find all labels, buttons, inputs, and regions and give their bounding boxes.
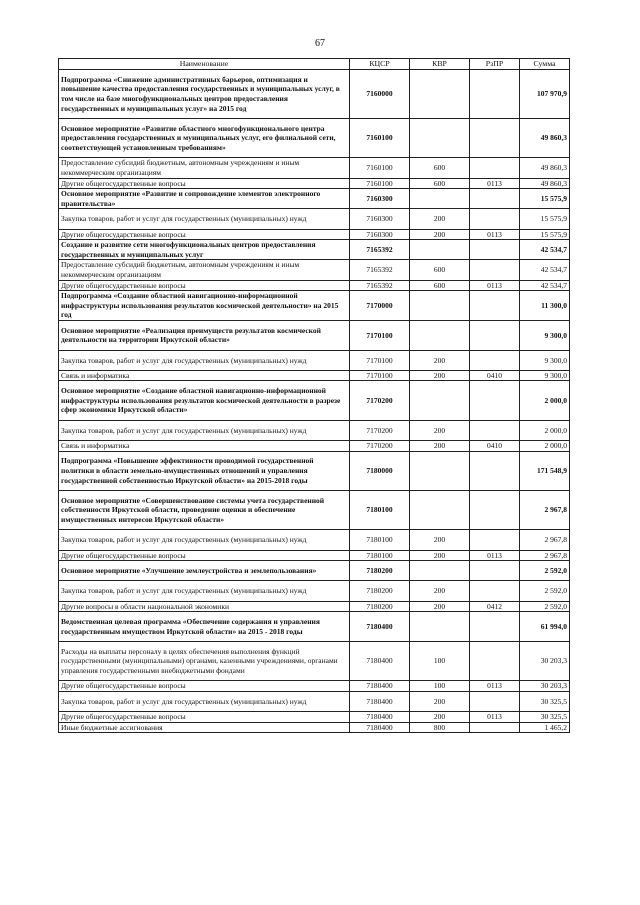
cell-name: Расходы на выплаты персоналу в целях обеспечения выполнения функций государственными (муниципальными) органами, казенными учреждениями, органами управления государственными внебюджетными фондами <box>59 641 350 680</box>
cell-name: Закупка товаров, работ и услуг для государственных (муниципальных) нужд <box>59 420 350 440</box>
cell-rzpr <box>470 291 520 321</box>
cell-sum: 2 000,0 <box>520 441 570 452</box>
table-row <box>59 381 570 420</box>
table-row <box>59 280 570 291</box>
cell-kcsr: 7170100 <box>350 350 410 370</box>
cell-rzpr: 0410 <box>470 441 520 452</box>
cell-kvr: 200 <box>410 350 470 370</box>
cell-name: Предоставление субсидий бюджетным, автономным учреждениям и иным некоммерческим организациям <box>59 260 350 280</box>
cell-sum: 2 967,8 <box>520 530 570 550</box>
cell-sum: 30 325,5 <box>520 691 570 711</box>
cell-kcsr: 7165392 <box>350 280 410 291</box>
cell-kcsr: 7180400 <box>350 612 410 642</box>
cell-name: Связь и информатика <box>59 441 350 452</box>
cell-rzpr <box>470 119 520 158</box>
header-row <box>59 59 570 70</box>
cell-rzpr <box>470 320 520 350</box>
cell-rzpr: 0113 <box>470 681 520 692</box>
cell-kcsr: 7170000 <box>350 291 410 321</box>
cell-name: Закупка товаров, работ и услуг для государственных (муниципальных) нужд <box>59 209 350 229</box>
cell-kvr <box>410 561 470 581</box>
cell-kcsr: 7180100 <box>350 491 410 530</box>
table-row <box>59 178 570 189</box>
header-name: Наименование <box>59 59 350 70</box>
cell-name: Создание и развитие сети многофункциональных центров предоставления государственных и муниципальных услуг <box>59 240 350 260</box>
cell-rzpr <box>470 158 520 178</box>
table-row <box>59 601 570 612</box>
cell-name: Иные бюджетные ассигнования <box>59 722 350 733</box>
cell-name: Другие общегосударственные вопросы <box>59 178 350 189</box>
cell-kvr: 200 <box>410 229 470 240</box>
cell-kvr: 600 <box>410 178 470 189</box>
cell-kvr <box>410 189 470 209</box>
cell-rzpr <box>470 350 520 370</box>
table-row <box>59 158 570 178</box>
table-row <box>59 209 570 229</box>
cell-rzpr <box>470 420 520 440</box>
table-row <box>59 240 570 260</box>
cell-kcsr: 7180400 <box>350 681 410 692</box>
cell-name: Основное мероприятие «Создание областной навигационно-информационной инфраструктуры использования результатов космической деятельности в разрезе сфер экономики Иркутской области» <box>59 381 350 420</box>
cell-kvr: 200 <box>410 420 470 440</box>
table-row <box>59 229 570 240</box>
cell-kvr: 200 <box>410 530 470 550</box>
cell-kvr: 200 <box>410 370 470 381</box>
table-row <box>59 722 570 733</box>
cell-rzpr <box>470 491 520 530</box>
cell-rzpr: 0113 <box>470 178 520 189</box>
table-row <box>59 189 570 209</box>
cell-kcsr: 7180200 <box>350 561 410 581</box>
cell-sum: 30 203,3 <box>520 641 570 680</box>
cell-sum: 9 300,0 <box>520 350 570 370</box>
cell-kvr <box>410 291 470 321</box>
cell-name: Закупка товаров, работ и услуг для государственных (муниципальных) нужд <box>59 581 350 601</box>
cell-name: Закупка товаров, работ и услуг для государственных (муниципальных) нужд <box>59 530 350 550</box>
cell-kcsr: 7180400 <box>350 712 410 723</box>
cell-name: Другие общегосударственные вопросы <box>59 712 350 723</box>
cell-name: Подпрограмма «Повышение эффективности проводимой государственной политики в области земельно-имущественных отношений и управления государственной собственностью Иркутской области» на 2015-2018 годы <box>59 451 350 490</box>
header-rzpr: РзПР <box>470 59 520 70</box>
cell-sum: 2 000,0 <box>520 420 570 440</box>
cell-kcsr: 7165392 <box>350 260 410 280</box>
header-sum: Сумма <box>520 59 570 70</box>
table-row <box>59 581 570 601</box>
cell-kcsr: 7160100 <box>350 178 410 189</box>
cell-name: Основное мероприятие «Развитие областного многофункционального центра предоставления государственных и муниципальных услуг, его филиальной сети, соответствующей установленным требованиям» <box>59 119 350 158</box>
cell-sum: 42 534,7 <box>520 280 570 291</box>
cell-sum: 30 203,3 <box>520 681 570 692</box>
cell-rzpr <box>470 561 520 581</box>
cell-rzpr <box>470 209 520 229</box>
cell-rzpr: 0113 <box>470 712 520 723</box>
cell-sum: 2 967,8 <box>520 491 570 530</box>
table-row <box>59 119 570 158</box>
cell-kcsr: 7170200 <box>350 441 410 452</box>
cell-rzpr <box>470 70 520 119</box>
cell-kvr <box>410 240 470 260</box>
cell-name: Подпрограмма «Создание областной навигационно-информационной инфраструктуры использования результатов космической деятельности» на 2015 год <box>59 291 350 321</box>
cell-sum: 15 575,9 <box>520 209 570 229</box>
table-row <box>59 370 570 381</box>
table-row <box>59 441 570 452</box>
cell-name: Основное мероприятие «Улучшение землеустройства и землепользования» <box>59 561 350 581</box>
cell-rzpr <box>470 641 520 680</box>
cell-rzpr: 0412 <box>470 601 520 612</box>
cell-rzpr <box>470 691 520 711</box>
cell-kcsr: 7160100 <box>350 119 410 158</box>
cell-kcsr: 7170200 <box>350 420 410 440</box>
table-row <box>59 350 570 370</box>
cell-kvr: 200 <box>410 441 470 452</box>
cell-kvr: 200 <box>410 712 470 723</box>
cell-rzpr <box>470 612 520 642</box>
cell-kcsr: 7160300 <box>350 229 410 240</box>
cell-kvr <box>410 70 470 119</box>
cell-kcsr: 7160000 <box>350 70 410 119</box>
cell-kvr <box>410 381 470 420</box>
cell-kvr: 100 <box>410 641 470 680</box>
cell-rzpr <box>470 260 520 280</box>
cell-sum: 49 860,3 <box>520 178 570 189</box>
cell-sum: 15 575,9 <box>520 229 570 240</box>
cell-name: Другие общегосударственные вопросы <box>59 229 350 240</box>
cell-kvr <box>410 320 470 350</box>
cell-sum: 2 967,8 <box>520 550 570 561</box>
cell-rzpr <box>470 581 520 601</box>
cell-kvr <box>410 119 470 158</box>
cell-kcsr: 7180200 <box>350 581 410 601</box>
cell-kvr <box>410 612 470 642</box>
cell-sum: 2 592,0 <box>520 581 570 601</box>
cell-sum: 9 300,0 <box>520 320 570 350</box>
table-row <box>59 691 570 711</box>
cell-kcsr: 7180100 <box>350 530 410 550</box>
cell-kcsr: 7160300 <box>350 209 410 229</box>
cell-kvr: 200 <box>410 601 470 612</box>
cell-name: Другие общегосударственные вопросы <box>59 681 350 692</box>
cell-sum: 2 000,0 <box>520 381 570 420</box>
cell-kcsr: 7180200 <box>350 601 410 612</box>
cell-rzpr: 0113 <box>470 229 520 240</box>
table-row <box>59 550 570 561</box>
cell-name: Основное мероприятие «Развитие и сопровождение элементов электронного правительства» <box>59 189 350 209</box>
table-row <box>59 561 570 581</box>
cell-kvr: 200 <box>410 581 470 601</box>
table-row <box>59 491 570 530</box>
cell-sum: 49 860,3 <box>520 119 570 158</box>
table-row <box>59 451 570 490</box>
cell-kcsr: 7170200 <box>350 381 410 420</box>
cell-kvr: 600 <box>410 260 470 280</box>
cell-sum: 107 970,9 <box>520 70 570 119</box>
cell-rzpr: 0410 <box>470 370 520 381</box>
cell-rzpr <box>470 189 520 209</box>
page-number: 67 <box>315 38 325 49</box>
table-row <box>59 260 570 280</box>
cell-name: Основное мероприятие «Реализация преимуществ результатов космической деятельности на территории Иркутской области» <box>59 320 350 350</box>
table-row <box>59 641 570 680</box>
cell-name: Связь и информатика <box>59 370 350 381</box>
cell-kcsr: 7170100 <box>350 320 410 350</box>
cell-sum: 9 300,0 <box>520 370 570 381</box>
cell-kcsr: 7165392 <box>350 240 410 260</box>
cell-rzpr: 0113 <box>470 280 520 291</box>
cell-kvr: 200 <box>410 691 470 711</box>
cell-sum: 49 860,3 <box>520 158 570 178</box>
cell-kcsr: 7180400 <box>350 691 410 711</box>
cell-sum: 2 592,0 <box>520 561 570 581</box>
cell-kvr: 600 <box>410 280 470 291</box>
cell-rzpr <box>470 722 520 733</box>
cell-name: Закупка товаров, работ и услуг для государственных (муниципальных) нужд <box>59 691 350 711</box>
cell-rzpr <box>470 451 520 490</box>
cell-sum: 15 575,9 <box>520 189 570 209</box>
cell-sum: 2 592,0 <box>520 601 570 612</box>
cell-kvr: 800 <box>410 722 470 733</box>
cell-name: Основное мероприятие «Совершенствование системы учета государственной собственности Иркутской области, проведение оценки и обеспечение имущественных интересов Иркутской области» <box>59 491 350 530</box>
budget-table <box>58 58 570 733</box>
cell-sum: 1 465,2 <box>520 722 570 733</box>
cell-rzpr <box>470 381 520 420</box>
table-row <box>59 530 570 550</box>
cell-sum: 61 994,0 <box>520 612 570 642</box>
cell-kvr <box>410 451 470 490</box>
cell-sum: 11 300,0 <box>520 291 570 321</box>
cell-name: Другие общегосударственные вопросы <box>59 280 350 291</box>
cell-kvr: 600 <box>410 158 470 178</box>
cell-kcsr: 7160100 <box>350 158 410 178</box>
header-kvr: КВР <box>410 59 470 70</box>
table-row <box>59 320 570 350</box>
cell-rzpr <box>470 240 520 260</box>
cell-name: Подпрограмма «Снижение административных барьеров, оптимизация и повышение качества предоставления государственных и муниципальных услуг, в том числе на базе многофункциональных центров предоставления государственных и муниципальных услуг» на 2015 год <box>59 70 350 119</box>
cell-kcsr: 7180400 <box>350 722 410 733</box>
cell-sum: 42 534,7 <box>520 240 570 260</box>
cell-sum: 42 534,7 <box>520 260 570 280</box>
cell-kvr: 200 <box>410 209 470 229</box>
cell-name: Закупка товаров, работ и услуг для государственных (муниципальных) нужд <box>59 350 350 370</box>
cell-kvr <box>410 491 470 530</box>
table-row <box>59 681 570 692</box>
cell-kcsr: 7180400 <box>350 641 410 680</box>
cell-kvr: 100 <box>410 681 470 692</box>
table-row <box>59 712 570 723</box>
cell-sum: 30 325,5 <box>520 712 570 723</box>
cell-kcsr: 7180000 <box>350 451 410 490</box>
table-body <box>59 70 570 733</box>
cell-sum: 171 548,9 <box>520 451 570 490</box>
cell-name: Другие вопросы в области национальной экономики <box>59 601 350 612</box>
cell-kcsr: 7160300 <box>350 189 410 209</box>
table-header <box>59 59 570 70</box>
cell-kcsr: 7180100 <box>350 550 410 561</box>
table-row <box>59 612 570 642</box>
cell-name: Другие общегосударственные вопросы <box>59 550 350 561</box>
cell-kvr: 200 <box>410 550 470 561</box>
header-kcsr: КЦСР <box>350 59 410 70</box>
table-row <box>59 70 570 119</box>
cell-name: Предоставление субсидий бюджетным, автономным учреждениям и иным некоммерческим организациям <box>59 158 350 178</box>
table-row <box>59 291 570 321</box>
cell-rzpr: 0113 <box>470 550 520 561</box>
cell-name: Ведомственная целевая программа «Обеспечение содержания и управления государственным имуществом Иркутской области» на 2015 - 2018 годы <box>59 612 350 642</box>
table-row <box>59 420 570 440</box>
cell-kcsr: 7170100 <box>350 370 410 381</box>
cell-rzpr <box>470 530 520 550</box>
